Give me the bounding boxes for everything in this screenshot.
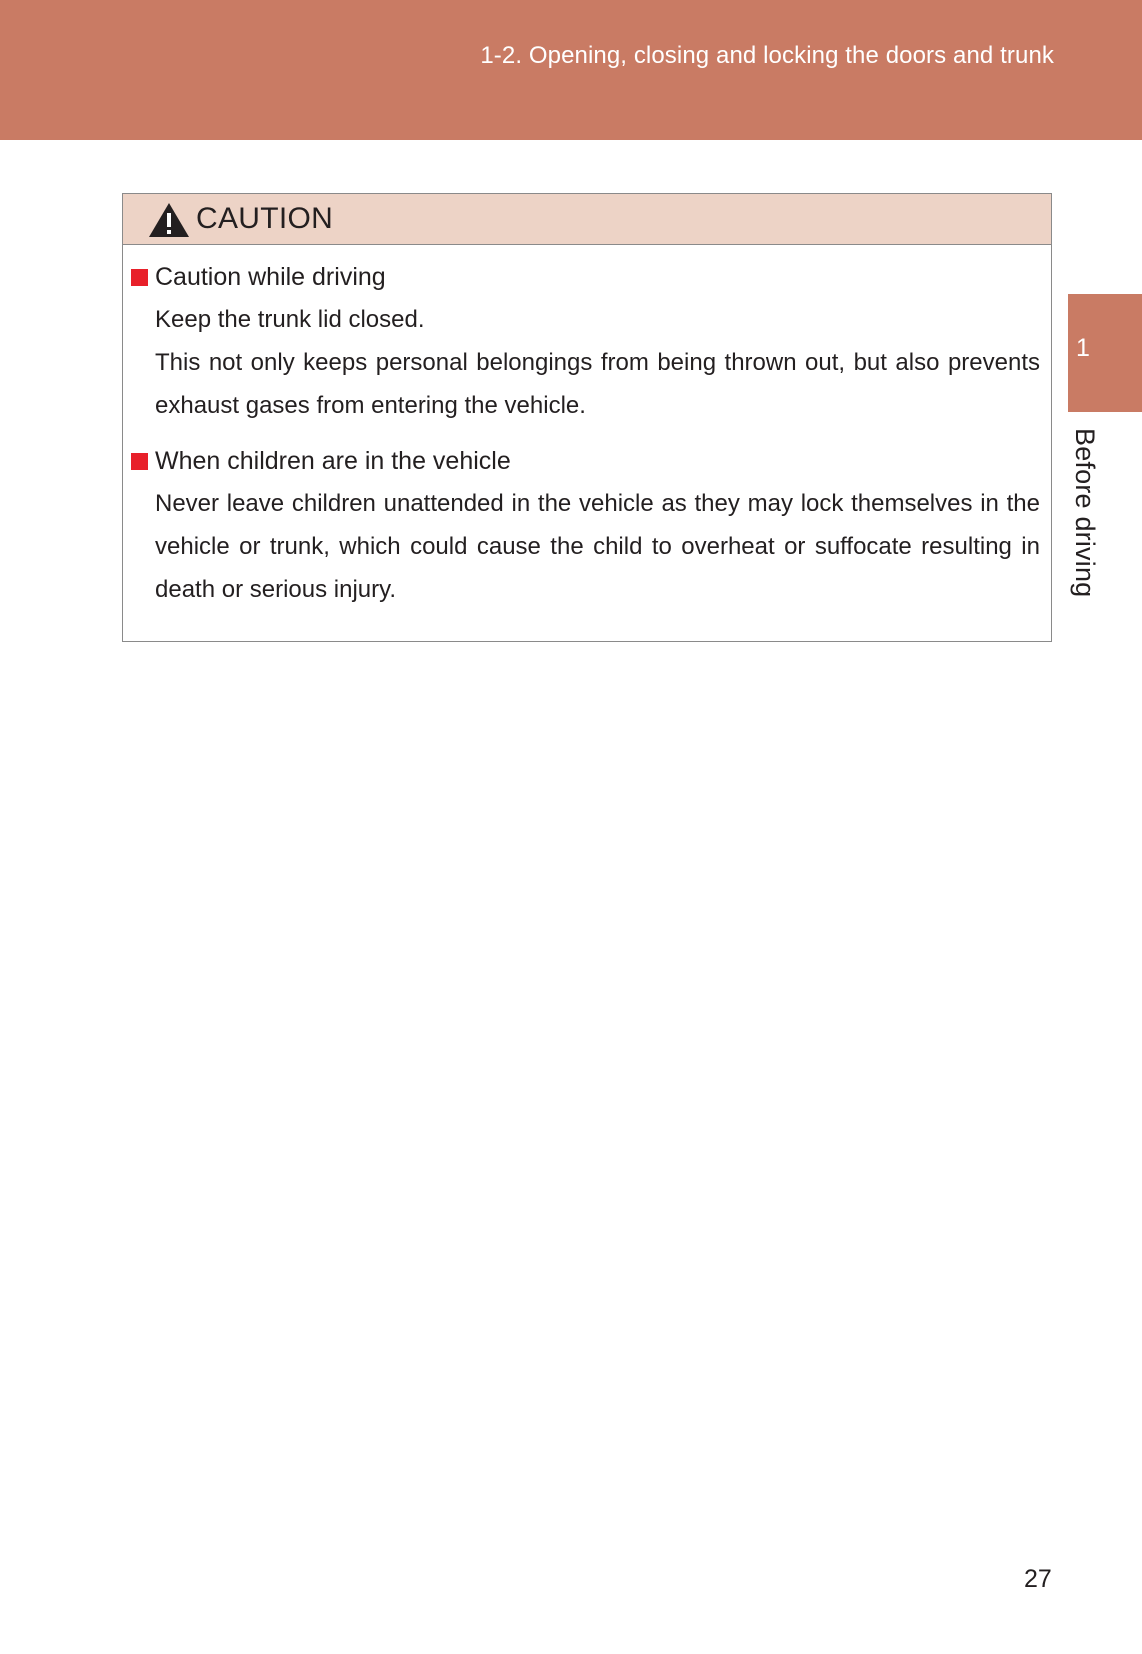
- chapter-number: 1: [1076, 334, 1090, 362]
- body-line: exhaust gases from entering the vehicle.: [155, 392, 586, 419]
- chapter-tab: [1068, 294, 1142, 412]
- heading-text: Caution while driving: [155, 263, 386, 291]
- heading-text: When children are in the vehicle: [155, 447, 511, 475]
- caution-header: [123, 194, 1051, 245]
- section-title: 1-2. Opening, closing and locking the doors and trunk: [480, 42, 1054, 69]
- section-heading-caution-while-driving: [131, 263, 386, 292]
- warning-triangle-icon: [147, 201, 191, 239]
- body-line: Never leave children unattended in the vehicle as they may lock themselves in the: [155, 490, 1040, 517]
- caution-label: CAUTION: [196, 202, 334, 235]
- header-band: [0, 0, 1142, 140]
- red-square-bullet-icon: [131, 453, 148, 470]
- page-number: 27: [1024, 1565, 1052, 1593]
- body-line: death or serious injury.: [155, 576, 397, 603]
- section-heading-children-in-vehicle: [131, 447, 511, 476]
- red-square-bullet-icon: [131, 269, 148, 286]
- caution-box: [122, 193, 1052, 642]
- body-line: vehicle or trunk, which could cause the child to overheat or suffocate resulting in: [155, 533, 1040, 560]
- chapter-label: Before driving: [1070, 428, 1100, 598]
- body-line: This not only keeps personal belongings from being thrown out, but also prevents: [155, 349, 1040, 376]
- body-line: Keep the trunk lid closed.: [155, 306, 425, 333]
